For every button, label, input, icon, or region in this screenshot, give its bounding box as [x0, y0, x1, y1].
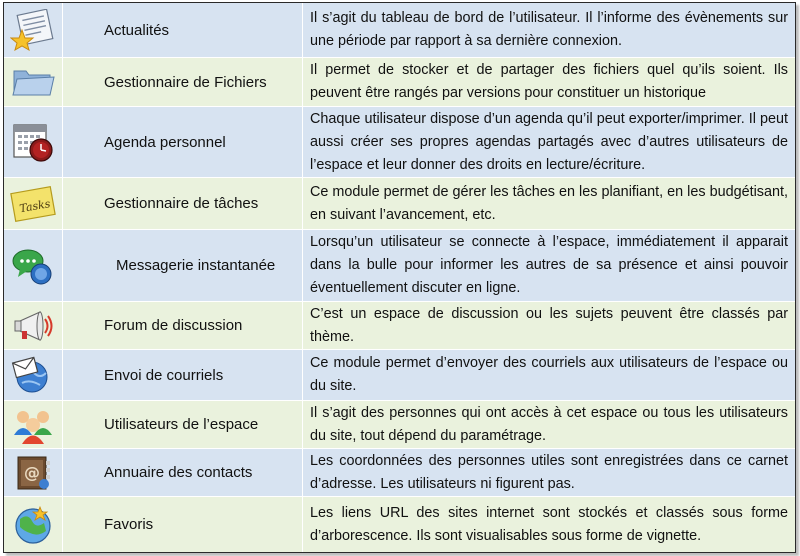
- favorites-globe-icon: [4, 497, 62, 552]
- module-description: Il permet de stocker et de partager des fichiers quel qu’ils soient. Ils peuvent être rangés par versions pour constituer un historique: [310, 62, 788, 101]
- module-description: Ce module permet d’envoyer des courriels aux utilisateurs de l’espace ou du site.: [310, 355, 788, 394]
- module-name: Favoris: [104, 516, 154, 533]
- module-description: Il s’agit des personnes qui ont accès à cet espace ou tous les utilisateurs du site, tout dépend du paramétrage.: [310, 404, 788, 444]
- module-description: Il s’agit du tableau de bord de l’utilisateur. Il l’informe des évènements sur une période par rapport à sa dernière connexion.: [310, 10, 788, 49]
- email-globe-icon: [4, 350, 62, 400]
- module-description: Ce module permet de gérer les tâches en les planifiant, en les budgétisant, en suivant l’avancement, etc.: [310, 183, 788, 223]
- module-description: Chaque utilisateur dispose d’un agenda qu’il peut exporter/imprimer. Il peut aussi créer ses propres agendas partagés avec d’autres utilisateurs de l’espace et leur donner des droits en lecture/écriture.: [310, 110, 788, 173]
- calendar-clock-icon: [4, 107, 62, 177]
- svg-text:@: @: [24, 462, 40, 482]
- address-book-icon: [4, 449, 62, 496]
- table-row: [4, 350, 795, 400]
- module-name: Forum de discussion: [104, 317, 243, 334]
- module-description: Les liens URL des sites internet sont stockés et classés sous forme d’arborescence. Ils sont visualisables sous forme de vignette.: [310, 504, 788, 544]
- tasks-note-icon: [4, 178, 62, 229]
- table-row: [4, 230, 795, 301]
- module-name: Actualités: [104, 21, 170, 39]
- table-row: [4, 178, 795, 229]
- folder-icon: [4, 58, 62, 106]
- module-name: Gestionnaire de Fichiers: [104, 73, 267, 91]
- module-name: Messagerie instantanée: [116, 257, 276, 274]
- column-divider: [62, 3, 63, 552]
- table-row: [4, 107, 795, 177]
- column-divider: [302, 3, 303, 552]
- newspaper-star-icon: [4, 3, 62, 57]
- users-icon: [4, 401, 62, 448]
- table-row: [4, 401, 795, 448]
- module-description: C’est un espace de discussion ou les sujets peuvent être classés par thème.: [310, 305, 788, 345]
- modules-table: [3, 2, 796, 553]
- module-name: Utilisateurs de l’espace: [104, 416, 259, 433]
- megaphone-icon: [4, 302, 62, 349]
- module-name: Gestionnaire de tâches: [104, 195, 259, 212]
- table-row: [4, 449, 795, 496]
- module-name: Annuaire des contacts: [104, 464, 253, 481]
- svg-text:Tasks: Tasks: [18, 196, 52, 215]
- table-row: [4, 302, 795, 349]
- chat-bubbles-icon: [4, 230, 62, 301]
- module-description: Lorsqu’un utilisateur se connecte à l’espace, immédiatement il apparait dans la bulle pour informer les autres de sa présence et ainsi pouvoir éventuellement discuter en ligne.: [310, 234, 788, 296]
- table-row: [4, 3, 795, 57]
- table-row: [4, 497, 795, 552]
- table-row: [4, 58, 795, 106]
- module-description: Les coordonnées des personnes utiles sont enregistrées dans ce carnet d’adresse. Les utilisateurs ni figurent pas.: [310, 452, 788, 492]
- module-name: Envoi de courriels: [104, 366, 224, 384]
- module-name: Agenda personnel: [104, 133, 226, 151]
